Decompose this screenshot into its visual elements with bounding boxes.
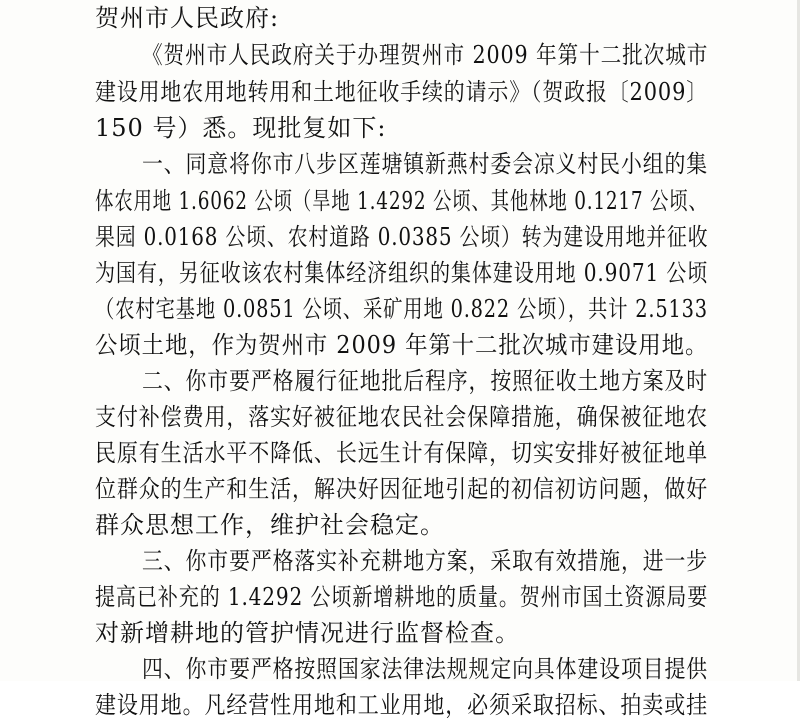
text-line: 二、你市要严格履行征地批后程序，按照征收土地方案及时	[142, 367, 709, 395]
text-line: 位群众的生产和生活，解决好因征地引起的初信初访问题，做好	[95, 475, 708, 503]
addressee: 贺州市人民政府:	[95, 4, 280, 32]
text-line: 建设用地农用地转用和土地征收手续的请示》（贺政报〔2009〕	[95, 78, 709, 106]
text-line: 果园 0.0168 公顷、农村道路 0.0385 公顷）转为建设用地并征收	[95, 223, 709, 251]
text-line: 体农用地 1.6062 公顷（旱地 1.4292 公顷、其他林地 0.1217 公顷、	[95, 187, 708, 215]
text-line: 四、你市要严格按照国家法律法规规定向具体建设项目提供	[142, 655, 709, 683]
text-line: 《贺州市人民政府关于办理贺州市 2009 年第十二批次城市	[142, 41, 709, 69]
text-line: 提高已补充的 1.4292 公顷新增耕地的质量。贺州市国土资源局要	[95, 583, 709, 611]
text-line: 公顷土地，作为贺州市 2009 年第十二批次城市建设用地。	[95, 331, 709, 359]
text-line: 民原有生活水平不降低、长远生计有保障，切实安排好被征地单	[95, 439, 708, 467]
text-line: 150 号）悉。现批复如下:	[95, 114, 387, 142]
text-line: 一、同意将你市八步区莲塘镇新燕村委会凉义村民小组的集	[142, 150, 709, 178]
text-line: 群众思想工作，维护社会稳定。	[95, 511, 445, 539]
text-line: （农村宅基地 0.0851 公顷、采矿用地 0.822 公顷），共计 2.5133	[95, 295, 708, 323]
text-line: 为国有，另征收该农村集体经济组织的集体建设用地 0.9071 公顷	[95, 259, 709, 287]
text-line: 建设用地。凡经营性用地和工业用地，必须采取招标、拍卖或挂	[95, 691, 708, 719]
text-line: 支付补偿费用，落实好被征地农民社会保障措施，确保被征地农	[95, 403, 708, 431]
text-line: 对新增耕地的管护情况进行监督检查。	[95, 619, 520, 647]
text-line: 三、你市要严格落实补充耕地方案，采取有效措施，进一步	[142, 547, 709, 575]
